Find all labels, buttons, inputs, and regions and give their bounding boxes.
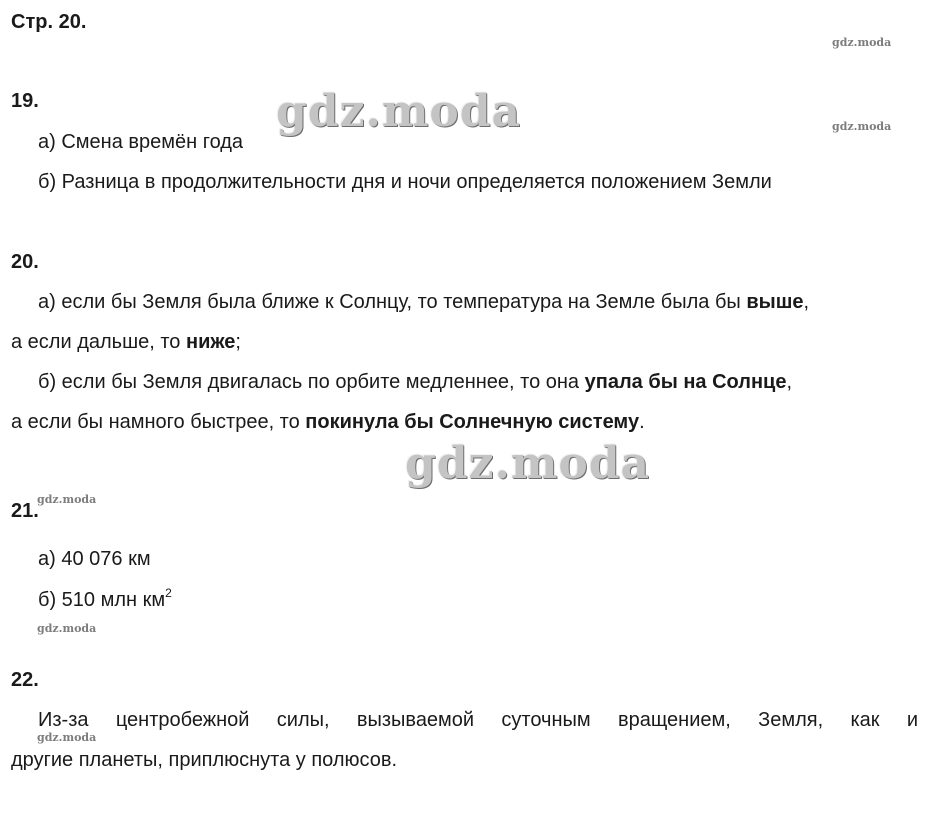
task-22-number: 22. bbox=[11, 669, 39, 691]
task-20-answer-a-line2 bbox=[11, 330, 241, 354]
watermark-large: gdz.moda bbox=[276, 86, 522, 137]
task-20-answer-b-line2 bbox=[11, 410, 645, 434]
watermark-small: gdz.moda bbox=[37, 493, 97, 506]
bold-term-lower: ниже bbox=[185, 331, 236, 353]
task-22-answer-line1: Из-за центробежной силы, вызываемой суточным вращением, Земля, как и bbox=[38, 709, 918, 731]
task-19-answer-a: а) Смена времён года bbox=[38, 131, 244, 153]
bold-term-fall-into-sun: упала бы на Солнце bbox=[584, 371, 787, 393]
text-span: а если бы намного быстрее, то bbox=[11, 411, 306, 433]
page-header: Стр. 20. bbox=[11, 11, 87, 33]
task-21-answer-b bbox=[38, 588, 172, 612]
text-span: ; bbox=[235, 331, 241, 353]
text-span: , bbox=[803, 291, 810, 313]
task-20-answer-a-line1 bbox=[38, 290, 809, 314]
watermark-large: gdz.moda bbox=[405, 438, 651, 489]
text-span: . bbox=[639, 411, 645, 433]
superscript-squared: 2 bbox=[165, 586, 172, 600]
watermark-small: gdz.moda bbox=[832, 36, 892, 49]
task-20-number: 20. bbox=[11, 251, 39, 273]
text-span: а если дальше, то bbox=[11, 331, 186, 353]
task-21-answer-a: а) 40 076 км bbox=[38, 548, 151, 570]
bold-term-leave-solar-system: покинула бы Солнечную систему bbox=[305, 411, 640, 433]
task-21-number: 21. bbox=[11, 500, 39, 522]
watermark-small: gdz.moda bbox=[37, 731, 97, 744]
text-span: а) если бы Земля была ближе к Солнцу, то температура на Земле была бы bbox=[38, 291, 747, 313]
task-22-answer-line2: другие планеты, приплюснута у полюсов. bbox=[11, 749, 398, 771]
text-span: б) если бы Земля двигалась по орбите медленнее, то она bbox=[38, 371, 585, 393]
task-20-answer-b-line1 bbox=[38, 370, 792, 394]
text-span: , bbox=[786, 371, 793, 393]
task-19-number: 19. bbox=[11, 90, 39, 112]
bold-term-higher: выше bbox=[746, 291, 804, 313]
task-19-answer-b: б) Разница в продолжительности дня и ночи определяется положением Земли bbox=[38, 171, 772, 193]
watermark-small: gdz.moda bbox=[37, 622, 97, 635]
text-span: б) 510 млн км bbox=[38, 589, 166, 611]
watermark-small: gdz.moda bbox=[832, 120, 892, 133]
